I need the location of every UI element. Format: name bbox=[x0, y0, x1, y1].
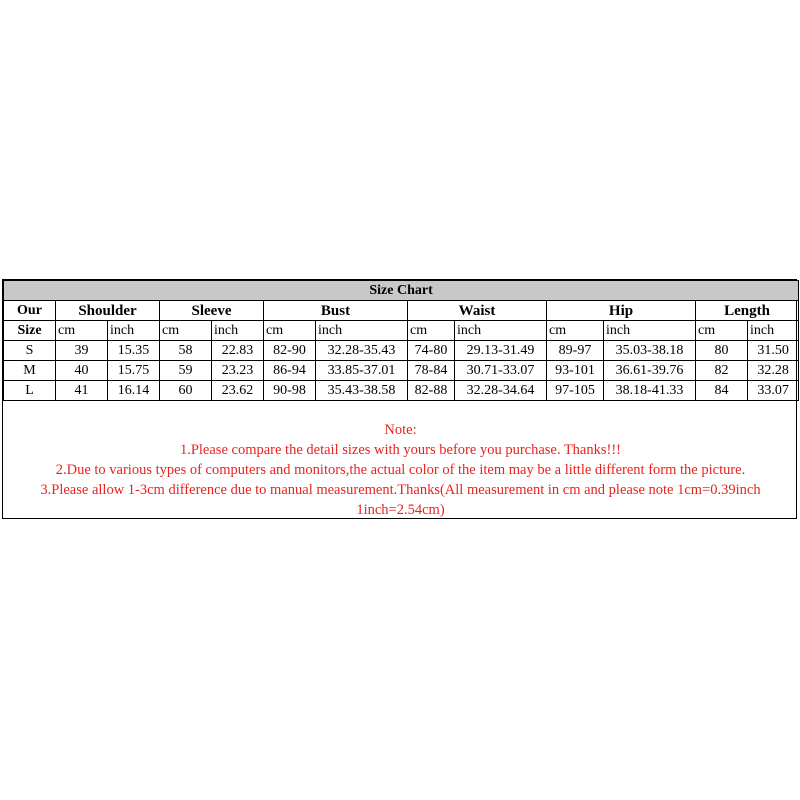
hip-cm: 97-105 bbox=[547, 381, 604, 401]
shoulder-cm: 40 bbox=[56, 361, 108, 381]
waist-inch: 29.13-31.49 bbox=[455, 341, 547, 361]
length-cm: 80 bbox=[696, 341, 748, 361]
size-label: S bbox=[4, 341, 56, 361]
note-line-3: 3.Please allow 1-3cm difference due to manual measurement.Thanks(All measurement in cm and please note 1cm=0.39inch bbox=[40, 482, 761, 498]
unit-inch: inch bbox=[748, 321, 799, 341]
shoulder-inch: 15.75 bbox=[108, 361, 160, 381]
size-chart-title: Size Chart bbox=[4, 281, 799, 301]
waist-inch: 30.71-33.07 bbox=[455, 361, 547, 381]
shoulder-cm: 41 bbox=[56, 381, 108, 401]
waist-cm: 82-88 bbox=[408, 381, 455, 401]
size-chart bbox=[2, 279, 797, 519]
unit-cm: cm bbox=[56, 321, 108, 341]
bust-inch: 33.85-37.01 bbox=[316, 361, 408, 381]
table-row bbox=[4, 341, 799, 361]
sleeve-inch: 23.23 bbox=[212, 361, 264, 381]
unit-cm: cm bbox=[264, 321, 316, 341]
group-header-row bbox=[4, 301, 799, 321]
bust-cm: 86-94 bbox=[264, 361, 316, 381]
our-size-header-bottom: Size bbox=[4, 321, 56, 341]
note-heading: Note: bbox=[384, 422, 417, 438]
unit-inch: inch bbox=[455, 321, 547, 341]
table-row bbox=[4, 381, 799, 401]
header-waist: Waist bbox=[408, 301, 547, 321]
size-label: L bbox=[4, 381, 56, 401]
note-line-1: 1.Please compare the detail sizes with yours before you purchase. Thanks!!! bbox=[179, 442, 622, 458]
hip-cm: 89-97 bbox=[547, 341, 604, 361]
hip-inch: 38.18-41.33 bbox=[604, 381, 696, 401]
unit-cm: cm bbox=[160, 321, 212, 341]
bust-cm: 90-98 bbox=[264, 381, 316, 401]
note-line-4: 1inch=2.54cm) bbox=[356, 502, 445, 518]
note-line-2: 2.Due to various types of computers and monitors,the actual color of the item may be a little different form the picture. bbox=[55, 462, 746, 478]
unit-header-row bbox=[4, 321, 799, 341]
sleeve-cm: 60 bbox=[160, 381, 212, 401]
bust-inch: 32.28-35.43 bbox=[316, 341, 408, 361]
header-shoulder: Shoulder bbox=[56, 301, 160, 321]
unit-cm: cm bbox=[547, 321, 604, 341]
bust-inch: 35.43-38.58 bbox=[316, 381, 408, 401]
table-row bbox=[4, 361, 799, 381]
header-hip: Hip bbox=[547, 301, 696, 321]
unit-inch: inch bbox=[604, 321, 696, 341]
length-inch: 31.50 bbox=[748, 341, 799, 361]
shoulder-inch: 15.35 bbox=[108, 341, 160, 361]
header-length: Length bbox=[696, 301, 799, 321]
sleeve-inch: 22.83 bbox=[212, 341, 264, 361]
header-bust: Bust bbox=[264, 301, 408, 321]
shoulder-cm: 39 bbox=[56, 341, 108, 361]
shoulder-inch: 16.14 bbox=[108, 381, 160, 401]
size-table bbox=[3, 280, 799, 401]
length-inch: 32.28 bbox=[748, 361, 799, 381]
bust-cm: 82-90 bbox=[264, 341, 316, 361]
waist-cm: 78-84 bbox=[408, 361, 455, 381]
size-label: M bbox=[4, 361, 56, 381]
our-size-header-top: Our bbox=[4, 301, 56, 321]
notes-section bbox=[3, 419, 798, 520]
sleeve-cm: 59 bbox=[160, 361, 212, 381]
length-inch: 33.07 bbox=[748, 381, 799, 401]
title-row bbox=[4, 281, 799, 301]
unit-inch: inch bbox=[316, 321, 408, 341]
header-sleeve: Sleeve bbox=[160, 301, 264, 321]
waist-cm: 74-80 bbox=[408, 341, 455, 361]
hip-cm: 93-101 bbox=[547, 361, 604, 381]
sleeve-cm: 58 bbox=[160, 341, 212, 361]
sleeve-inch: 23.62 bbox=[212, 381, 264, 401]
hip-inch: 35.03-38.18 bbox=[604, 341, 696, 361]
unit-inch: inch bbox=[212, 321, 264, 341]
unit-cm: cm bbox=[408, 321, 455, 341]
waist-inch: 32.28-34.64 bbox=[455, 381, 547, 401]
length-cm: 82 bbox=[696, 361, 748, 381]
hip-inch: 36.61-39.76 bbox=[604, 361, 696, 381]
unit-cm: cm bbox=[696, 321, 748, 341]
unit-inch: inch bbox=[108, 321, 160, 341]
length-cm: 84 bbox=[696, 381, 748, 401]
